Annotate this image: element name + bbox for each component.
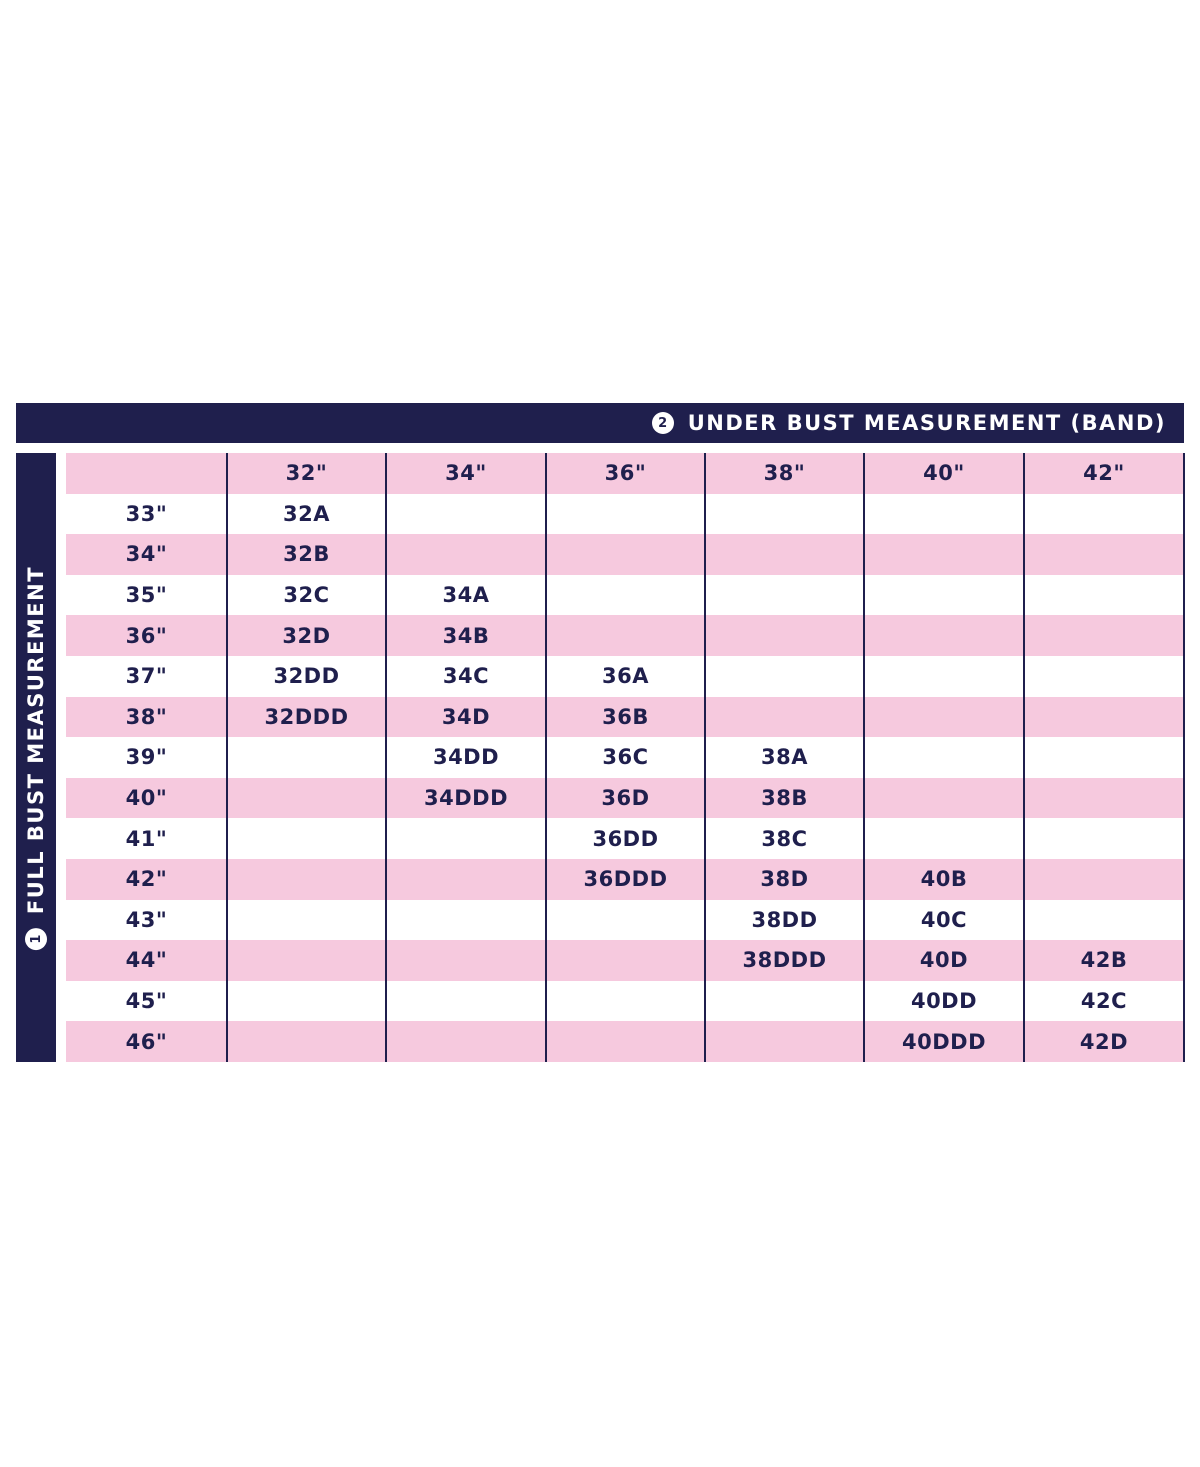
bra-size-cell xyxy=(386,1021,546,1062)
bra-size-cell xyxy=(227,981,386,1022)
bra-size-cell xyxy=(227,1021,386,1062)
bust-size-label: 46" xyxy=(125,1029,168,1054)
bra-size-cell: 34D xyxy=(441,704,491,729)
bra-size-cell xyxy=(546,494,705,535)
bra-size-cell xyxy=(1024,534,1184,575)
bra-size-cell xyxy=(546,575,705,616)
bra-size-cell xyxy=(546,615,705,656)
bust-size-label: 45" xyxy=(125,989,168,1014)
table-row xyxy=(66,615,1184,656)
bust-size-label: 39" xyxy=(125,745,168,770)
bra-size-cell: 40D xyxy=(919,948,969,973)
under-bust-label: UNDER BUST MEASUREMENT (BAND) xyxy=(687,411,1166,435)
bra-size-cell xyxy=(864,697,1024,738)
bra-size-cell xyxy=(386,494,546,535)
bra-size-cell: 36A xyxy=(602,664,649,689)
under-bust-header xyxy=(16,403,1184,443)
bra-size-cell: 36DD xyxy=(592,826,659,851)
bra-size-cell xyxy=(546,1021,705,1062)
bra-size-cell: 34C xyxy=(442,664,490,689)
bra-size-cell: 40DDD xyxy=(901,1029,987,1054)
bust-size-label: 40" xyxy=(125,786,168,811)
bra-size-cell xyxy=(705,697,864,738)
bra-size-cell xyxy=(1024,737,1184,778)
bra-size-cell: 38D xyxy=(760,867,809,892)
table-row xyxy=(66,494,1184,535)
bra-size-cell: 38DDD xyxy=(742,948,827,973)
bra-size-cell: 32A xyxy=(283,501,330,526)
table-row xyxy=(66,940,1184,981)
bra-size-cell xyxy=(864,737,1024,778)
column-divider xyxy=(385,453,387,1062)
bra-size-cell: 36B xyxy=(602,704,649,729)
bra-size-cell xyxy=(1024,494,1184,535)
bra-size-cell: 38B xyxy=(761,786,808,811)
bra-size-cell xyxy=(864,778,1024,819)
bust-size-label: 38" xyxy=(125,704,168,729)
column-header: 40" xyxy=(923,461,965,486)
bra-size-cell xyxy=(227,737,386,778)
bra-size-cell: 32DDD xyxy=(264,704,349,729)
bust-size-label: 37" xyxy=(125,664,168,689)
table-row xyxy=(66,534,1184,575)
size-table xyxy=(66,453,1184,1062)
table-row xyxy=(66,737,1184,778)
bra-size-cell: 34DD xyxy=(432,745,500,770)
bra-size-cell: 40B xyxy=(920,867,968,892)
bra-size-cell xyxy=(705,1021,864,1062)
bra-size-cell xyxy=(1024,900,1184,941)
bra-size-cell xyxy=(1024,697,1184,738)
bra-size-cell: 32B xyxy=(283,542,330,567)
bra-size-cell xyxy=(1024,575,1184,616)
bra-size-cell: 40DD xyxy=(910,989,978,1014)
bra-size-cell: 34A xyxy=(442,583,490,608)
column-divider xyxy=(863,453,865,1062)
bra-size-cell xyxy=(864,534,1024,575)
column-header: 32" xyxy=(285,461,328,486)
bra-size-cell xyxy=(864,656,1024,697)
bust-size-label: 34" xyxy=(125,542,168,567)
column-header: 36" xyxy=(604,461,647,486)
bra-size-cell xyxy=(705,615,864,656)
table-row xyxy=(66,778,1184,819)
table-row xyxy=(66,575,1184,616)
column-header: 34" xyxy=(445,461,487,486)
table-row xyxy=(66,1021,1184,1062)
bra-size-cell xyxy=(227,818,386,859)
bra-size-cell xyxy=(227,940,386,981)
bra-size-cell: 38DD xyxy=(751,907,818,932)
bra-size-cell: 32D xyxy=(282,623,331,648)
bra-size-cell xyxy=(546,981,705,1022)
column-divider xyxy=(1183,453,1185,1062)
column-divider xyxy=(1023,453,1025,1062)
bra-size-cell xyxy=(864,575,1024,616)
column-divider xyxy=(545,453,547,1062)
bra-size-cell xyxy=(546,940,705,981)
bra-size-cell: 36DDD xyxy=(583,867,668,892)
bra-size-cell xyxy=(227,859,386,900)
bra-size-cell xyxy=(386,940,546,981)
bra-size-cell xyxy=(1024,656,1184,697)
table-row xyxy=(66,697,1184,738)
bra-size-cell xyxy=(1024,818,1184,859)
bra-size-cell xyxy=(864,818,1024,859)
bra-size-cell xyxy=(546,534,705,575)
column-header: 38" xyxy=(763,461,806,486)
bra-size-cell: 34DDD xyxy=(423,786,509,811)
step-2-badge: 2 xyxy=(652,412,674,434)
bra-size-cell xyxy=(864,494,1024,535)
bra-size-cell: 32DD xyxy=(273,664,340,689)
bra-size-cell xyxy=(386,981,546,1022)
bra-size-cell xyxy=(1024,859,1184,900)
bra-size-cell: 34B xyxy=(442,623,490,648)
bra-size-cell xyxy=(546,900,705,941)
table-row xyxy=(66,859,1184,900)
bra-size-cell xyxy=(1024,615,1184,656)
table-row xyxy=(66,981,1184,1022)
bra-size-cell: 38C xyxy=(761,826,808,851)
bra-size-cell: 32C xyxy=(283,583,330,608)
table-row xyxy=(66,900,1184,941)
bust-size-label: 41" xyxy=(125,826,168,851)
bra-size-cell xyxy=(705,494,864,535)
bra-size-cell: 42B xyxy=(1080,948,1128,973)
full-bust-label: FULL BUST MEASUREMENT xyxy=(24,565,48,914)
column-header xyxy=(66,453,227,494)
bra-size-cell xyxy=(386,859,546,900)
bra-size-cell xyxy=(386,900,546,941)
bust-size-label: 33" xyxy=(125,501,168,526)
column-header: 42" xyxy=(1083,461,1125,486)
bra-size-cell: 40C xyxy=(920,907,968,932)
bust-size-label: 43" xyxy=(125,907,168,932)
table-row xyxy=(66,656,1184,697)
bra-size-cell xyxy=(227,778,386,819)
bra-size-cell: 38A xyxy=(761,745,808,770)
bra-size-cell xyxy=(386,534,546,575)
bra-size-cell: 42D xyxy=(1079,1029,1129,1054)
bra-size-cell xyxy=(1024,778,1184,819)
bra-size-cell: 42C xyxy=(1080,989,1128,1014)
bust-size-label: 42" xyxy=(125,867,168,892)
bra-size-cell xyxy=(386,818,546,859)
bra-size-cell xyxy=(227,900,386,941)
bra-size-cell: 36D xyxy=(601,786,650,811)
full-bust-sidebar xyxy=(16,453,56,1062)
bra-size-cell: 36C xyxy=(602,745,649,770)
bust-size-label: 44" xyxy=(125,948,168,973)
table-row xyxy=(66,818,1184,859)
header-row xyxy=(66,453,1184,494)
column-divider xyxy=(226,453,228,1062)
bust-size-label: 36" xyxy=(125,623,168,648)
bra-size-cell xyxy=(864,615,1024,656)
step-1-badge: 1 xyxy=(25,928,47,950)
bra-size-cell xyxy=(705,534,864,575)
column-divider xyxy=(704,453,706,1062)
bra-size-cell xyxy=(705,656,864,697)
bra-size-cell xyxy=(705,981,864,1022)
bra-size-cell xyxy=(705,575,864,616)
bust-size-label: 35" xyxy=(125,583,168,608)
